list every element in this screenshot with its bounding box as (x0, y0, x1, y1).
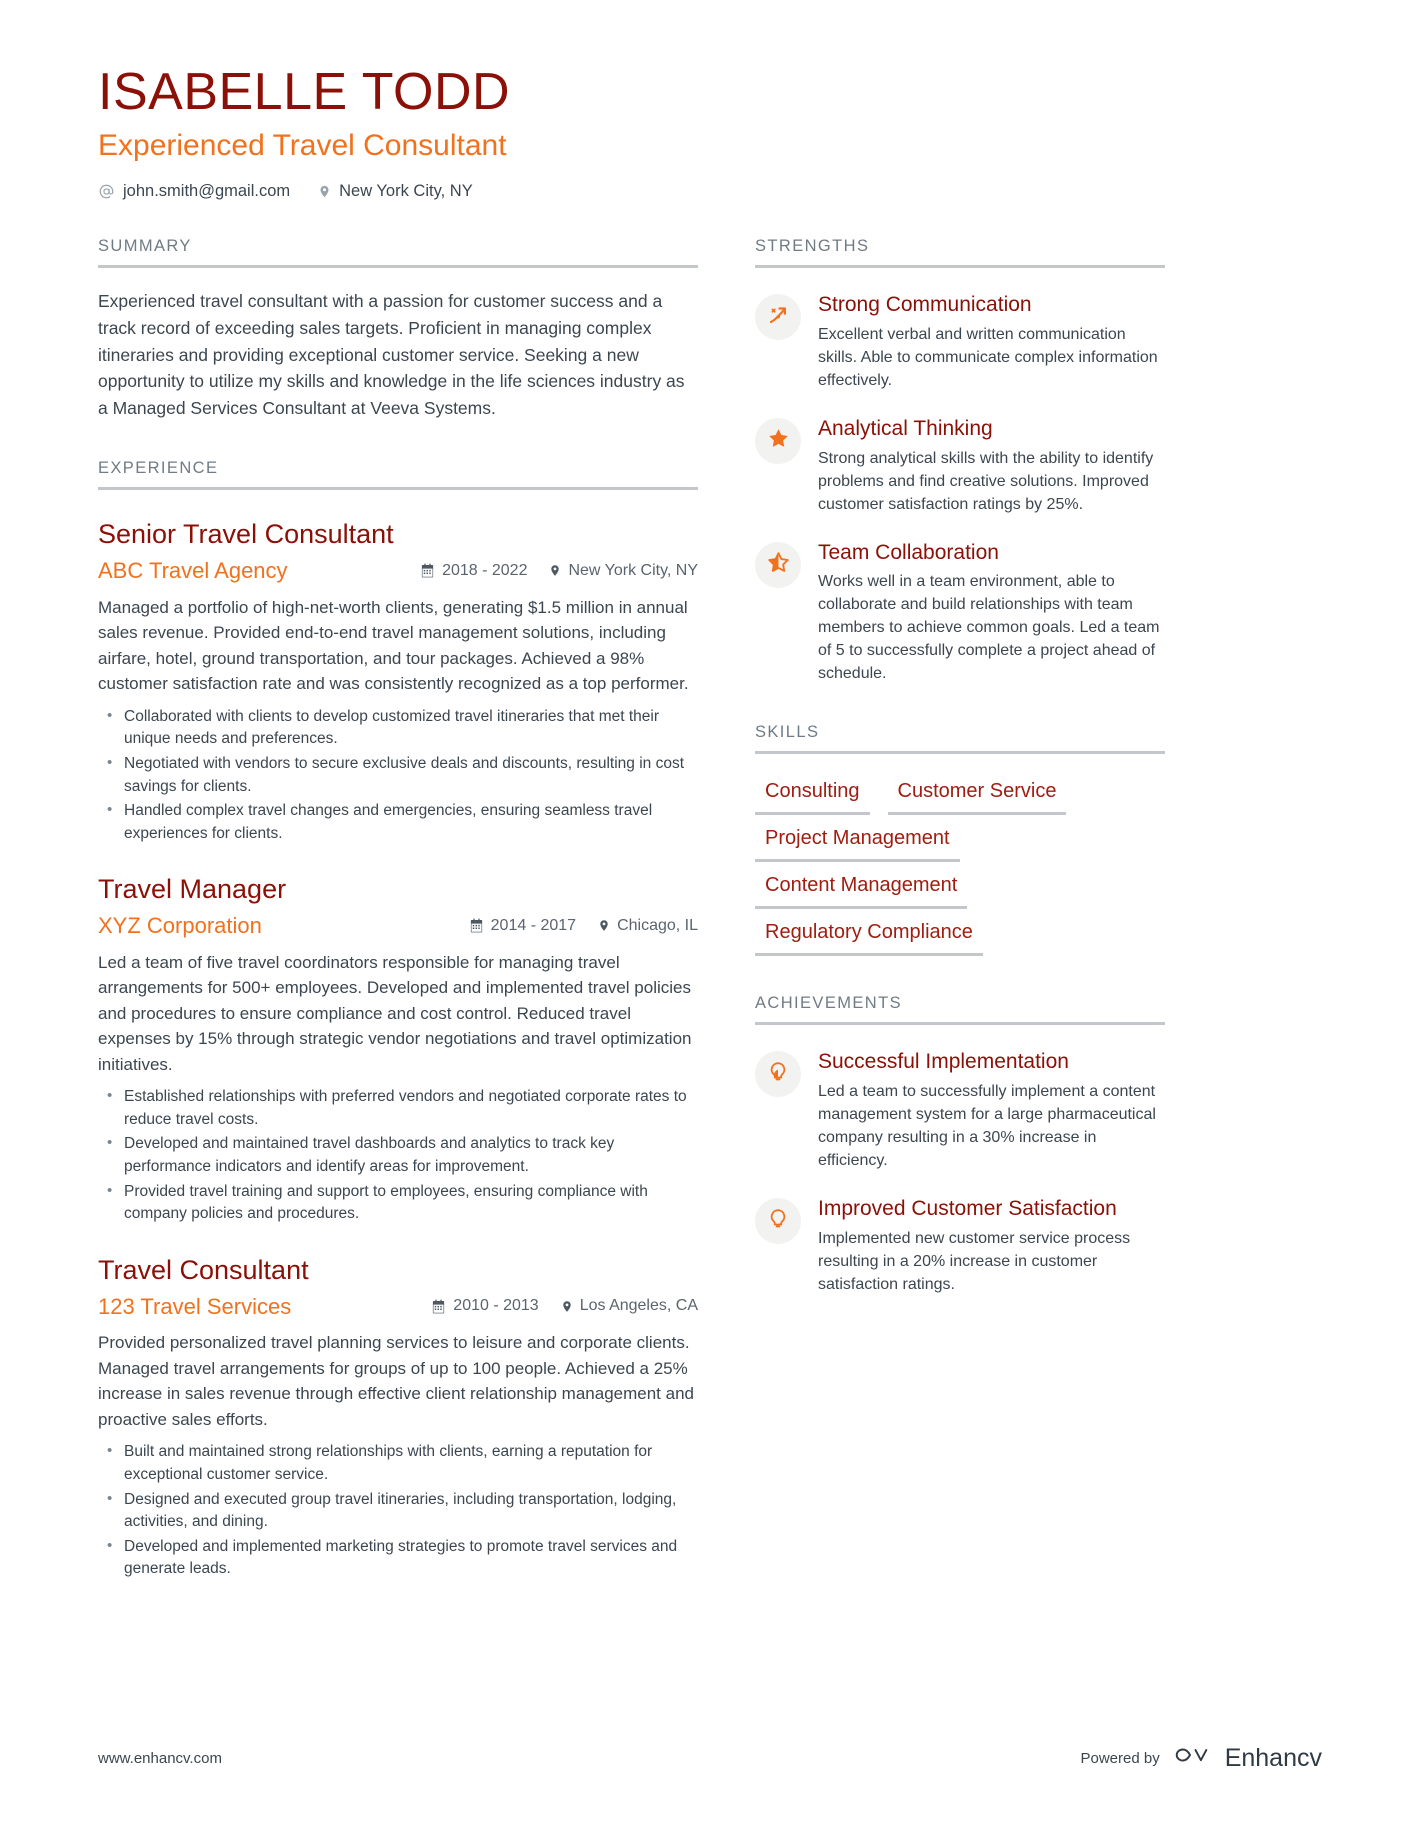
skills-list (755, 776, 1165, 956)
job-company: XYZ Corporation (98, 913, 262, 939)
resume-header (98, 62, 1322, 201)
calendar-icon (469, 918, 484, 933)
lightbulb-filled-icon (767, 1061, 789, 1088)
strength-title: Strong Communication (818, 293, 1032, 317)
job-description: Led a team of five travel coordinators responsible for managing travel arrangements for 500+ employees. Developed and implemented travel policies and procedures to ensure compliance and cost control. Reduced travel expenses by 15% through strategic vendor negotiations and travel optimization initiatives. (98, 952, 692, 1074)
achievement-badge (755, 1198, 801, 1244)
at-sign-icon (98, 183, 115, 200)
job-dates-text: 2010 - 2013 (453, 1297, 539, 1315)
list-item: • Established relationships with preferred vendors and negotiated corporate rates to reduce travel costs. (98, 1086, 698, 1131)
list-item: • Provided travel training and support to employees, ensuring compliance with company policies and procedures. (98, 1181, 698, 1226)
job-title: Travel Consultant (98, 1254, 309, 1285)
page-footer (98, 1743, 1322, 1774)
job-bullets (98, 706, 698, 846)
contact-location-text: New York City, NY (339, 182, 473, 201)
skills-heading: SKILLS (755, 723, 820, 742)
job-company: 123 Travel Services (98, 1293, 292, 1319)
strength-text: Excellent verbal and written communication skills. Able to communicate complex information effectively. (818, 325, 1158, 389)
achievement-text: Implemented new customer service process resulting in a 20% increase in customer satisfaction ratings. (818, 1229, 1131, 1293)
job-bullets (98, 1441, 698, 1581)
list-item: • Handled complex travel changes and emergencies, ensuring seamless travel experiences for clients. (98, 800, 698, 845)
strength-text: Strong analytical skills with the ability to identify problems and find creative solutions. Improved customer satisfaction ratings by 25%. (818, 449, 1154, 513)
star-half-icon (767, 551, 790, 579)
calendar-icon (431, 1299, 446, 1314)
contact-email-text: john.smith@gmail.com (123, 182, 291, 201)
brand-name: Enhancv (1224, 1744, 1322, 1772)
map-pin-icon (598, 918, 610, 933)
achievement-item (755, 1049, 1165, 1172)
job-meta-row (98, 912, 698, 941)
calendar-icon (420, 563, 435, 578)
powered-by-block (1080, 1743, 1322, 1774)
arrow-trajectory-icon (766, 303, 790, 332)
star-filled-icon (767, 427, 790, 455)
job-dates (469, 917, 576, 935)
job-title: Travel Manager (98, 874, 287, 905)
strength-badge (755, 294, 801, 340)
job-dates-text: 2014 - 2017 (490, 916, 577, 934)
contact-row (98, 182, 1322, 201)
footer-website[interactable]: www.enhancv.com (98, 1750, 222, 1767)
list-item: • Negotiated with vendors to secure exclusive deals and discounts, resulting in cost savings for clients. (98, 753, 698, 798)
achievement-title: Improved Customer Satisfaction (818, 1197, 1117, 1221)
lightbulb-outline-icon (767, 1208, 789, 1235)
experience-entry (98, 1254, 698, 1581)
list-item: • Developed and implemented marketing strategies to promote travel services and generate leads. (98, 1536, 698, 1581)
job-description: Managed a portfolio of high-net-worth clients, generating $1.5 million in annual sales revenue. Provided end-to-end travel management solutions, including airfare, hotel, ground transportation, and tour packages. Achieved a 98% customer satisfaction rate and was consistently recognized as a top performer. (98, 597, 689, 694)
achievement-body (818, 1196, 1165, 1296)
page-title: ISABELLE TODD (98, 63, 511, 121)
enhancv-brand (1174, 1743, 1322, 1774)
job-company: ABC Travel Agency (98, 558, 288, 584)
list-item: • Developed and maintained travel dashboards and analytics to track key performance indicators and identify areas for improvement. (98, 1133, 698, 1178)
skill-tag[interactable]: Project Management (755, 823, 960, 862)
strength-body (818, 292, 1165, 392)
strength-body (818, 540, 1165, 686)
job-location-text: New York City, NY (568, 561, 698, 579)
job-title: Senior Travel Consultant (98, 519, 394, 550)
achievement-item (755, 1196, 1165, 1296)
contact-location (318, 182, 473, 201)
section-divider (755, 265, 1165, 268)
section-divider (98, 265, 698, 268)
job-description: Provided personalized travel planning services to leisure and corporate clients. Managed travel arrangements for groups of up to 100 people. Achieved a 25% increase in sales revenue through effective client relationship management and proactive sales efforts. (98, 1333, 694, 1429)
content-columns (98, 237, 1322, 1587)
achievement-text: Led a team to successfully implement a content management system for a large pharmaceutical company resulting in a 30% increase in efficiency. (818, 1083, 1156, 1170)
list-item: • Designed and executed group travel itineraries, including transportation, lodging, activities, and dining. (98, 1489, 698, 1534)
job-location (598, 917, 698, 935)
achievement-title: Successful Implementation (818, 1050, 1069, 1074)
section-divider (755, 1022, 1165, 1025)
map-pin-icon (561, 1299, 573, 1314)
skill-tag[interactable]: Regulatory Compliance (755, 917, 983, 956)
summary-heading: SUMMARY (98, 237, 192, 256)
strengths-section (755, 237, 1165, 685)
job-meta-bits (431, 1297, 698, 1315)
job-meta-row (98, 1293, 698, 1322)
job-dates (420, 562, 527, 580)
job-meta-row (98, 557, 698, 586)
map-pin-icon (549, 563, 561, 578)
achievements-section (755, 994, 1165, 1295)
experience-heading: EXPERIENCE (98, 459, 219, 478)
job-meta-bits (420, 562, 698, 580)
contact-email[interactable] (98, 182, 290, 201)
strengths-heading: STRENGTHS (755, 237, 870, 256)
job-location (561, 1297, 698, 1315)
strength-text: Works well in a team environment, able to collaborate and build relationships with team members to achieve common goals. Led a team of 5 to successfully complete a project ahead of schedule. (818, 573, 1160, 683)
job-bullets (98, 1086, 698, 1226)
achievement-body (818, 1049, 1165, 1172)
summary-section (98, 237, 698, 421)
section-divider (98, 487, 698, 490)
achievements-heading: ACHIEVEMENTS (755, 994, 902, 1013)
list-item: • Collaborated with clients to develop customized travel itineraries that met their unique needs and preferences. (98, 706, 698, 751)
experience-entry (98, 873, 698, 1226)
skill-tag[interactable]: Content Management (755, 870, 967, 909)
strength-title: Team Collaboration (818, 540, 999, 564)
job-meta-bits (469, 917, 698, 935)
job-dates (431, 1297, 538, 1315)
right-column (755, 237, 1165, 1302)
section-divider (755, 751, 1165, 754)
strength-badge (755, 542, 801, 588)
job-dates-text: 2018 - 2022 (442, 561, 528, 579)
skill-tag[interactable]: Customer Service (888, 776, 1067, 815)
strength-item (755, 416, 1165, 516)
enhancv-logo-icon (1174, 1743, 1216, 1774)
map-pin-icon (318, 183, 331, 200)
powered-by-label: Powered by (1080, 1750, 1160, 1767)
strength-body (818, 416, 1165, 516)
list-item: • Built and maintained strong relationships with clients, earning a reputation for exceptional customer service. (98, 1441, 698, 1486)
skill-tag[interactable]: Consulting (755, 776, 870, 815)
summary-text: Experienced travel consultant with a passion for customer success and a track record of exceeding sales targets. Proficient in managing complex itineraries and providing exceptional customer service. Seeking a new opportunity to utilize my skills and knowledge in the life sciences industry as a Managed Services Consultant at Veeva Systems. (98, 291, 685, 418)
skills-section (755, 723, 1165, 956)
strength-title: Analytical Thinking (818, 417, 993, 441)
achievement-badge (755, 1051, 801, 1097)
strength-badge (755, 418, 801, 464)
left-column (98, 237, 698, 1587)
strength-item (755, 540, 1165, 686)
job-role-subtitle: Experienced Travel Consultant (98, 129, 507, 163)
experience-section (98, 459, 698, 1581)
job-location-text: Los Angeles, CA (579, 1297, 698, 1315)
strength-item (755, 292, 1165, 392)
job-location-text: Chicago, IL (617, 916, 698, 934)
experience-entry (98, 518, 698, 845)
job-location (549, 562, 698, 580)
